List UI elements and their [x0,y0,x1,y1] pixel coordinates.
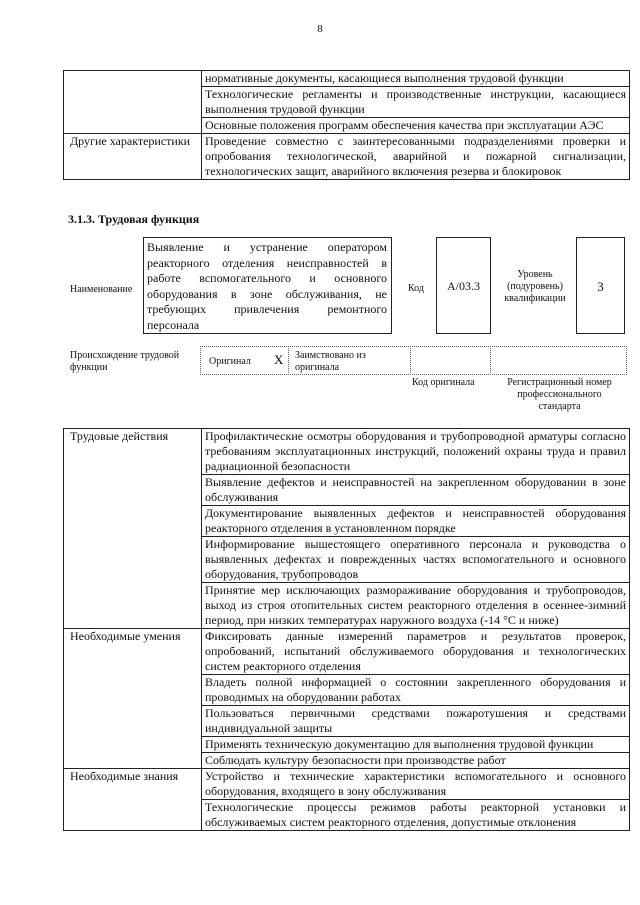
row-label-labor-actions: Трудовые действия [64,429,202,629]
top-characteristics-table [63,70,630,180]
table-cell-text: Документирование выявленных дефектов и неисправностей оборудования реакторного отделения в установленном порядке [202,506,630,537]
function-name: Выявление и устранение оператором реакторного отделения неисправностей в работе вспомогательного и основного оборудования в зоне обслуживания, не требующих привлечения ремонтного персонала [147,240,387,332]
table-row [64,134,630,180]
table-cell-text: Основные положения программ обеспечения качества при эксплуатации АЭС [202,118,630,134]
divider [288,346,289,375]
table-row [64,71,630,87]
table-cell-text: нормативные документы, касающиеся выполнения трудовой функции [202,71,630,87]
table-cell-text: Соблюдать культуру безопасности при производстве работ [202,753,630,769]
labor-function-table [63,428,630,831]
original-label: Оригинал [209,356,251,367]
table-cell-text: Технологические процессы режимов работы реакторной установки и обслуживаемых систем реакторного отделения, допустимые отклонения [202,800,630,831]
divider [490,346,491,375]
registration-number-caption: Регистрационный номер профессионального стандарта [507,377,612,412]
origin-box [200,346,627,375]
code-label: Код [408,283,424,294]
table-cell-text: Применять техническую документацию для выполнения трудовой функции [202,737,630,753]
table-cell-empty [64,71,202,134]
table-cell-text: Устройство и технические характеристики вспомогательного и основного оборудования, входящего в зону обслуживания [202,769,630,800]
origin-label: Происхождение трудовой функции [70,350,180,373]
table-cell-text: Фиксировать данные измерений параметров и результатов проверок, опробований, испытаний обслуживаемого оборудования и технологических систем реакторного отделения [202,629,630,675]
table-cell-text: Принятие мер исключающих размораживание оборудования и трубопроводов, выход из строя отопительных систем реакторного отделения в осеннее-зимний период, при низких температурах наружного воздуха (-14 °С и ниже) [202,583,630,629]
table-cell-text: Пользоваться первичными средствами пожаротушения и средствами индивидуальной защиты [202,706,630,737]
table-cell-text: Информирование вышестоящего оперативного персонала и руководства о выявленных дефектах и поврежденных частях вспомогательного и основного оборудования, трубопроводов [202,537,630,583]
table-row [64,629,630,675]
row-label-required-knowledge: Необходимые знания [64,769,202,831]
table-cell-text: Технологические регламенты и производственные инструкции, касающиеся выполнения трудовой функции [202,87,630,118]
row-label-required-skills: Необходимые умения [64,629,202,769]
name-label: Наименование [70,284,133,295]
level-label: Уровень (подуровень) квалификации [504,269,566,304]
level-value: 3 [597,279,604,294]
section-heading: 3.1.3. Трудовая функция [68,212,200,226]
row-label-other-characteristics: Другие характеристики [64,134,202,180]
page-number: 8 [317,23,323,35]
table-cell-text: Владеть полной информацией о состоянии закрепленного оборудования и проводимых на оборудовании работах [202,675,630,706]
table-cell-text: Выявление дефектов и неисправностей на закрепленном оборудовании в зоне обслуживания [202,475,630,506]
borrowed-label: Заимствовано из оригинала [295,350,366,373]
code-value: А/03.3 [447,279,480,293]
code-original-caption: Код оригинала [412,377,475,388]
table-cell-text: Проведение совместно с заинтересованными подразделениями проверки и опробования технологической, аварийной и пожарной сигнализации, технологических защит, аварийного включения резерва и блокировок [202,134,630,180]
table-row [64,769,630,800]
divider [410,346,411,375]
table-row [64,429,630,475]
original-mark: X [274,352,284,367]
table-cell-text: Профилактические осмотры оборудования и трубопроводной арматуры согласно требованиям эксплуатационных инструкций, положений охраны труда и правил радиационной безопасности [202,429,630,475]
